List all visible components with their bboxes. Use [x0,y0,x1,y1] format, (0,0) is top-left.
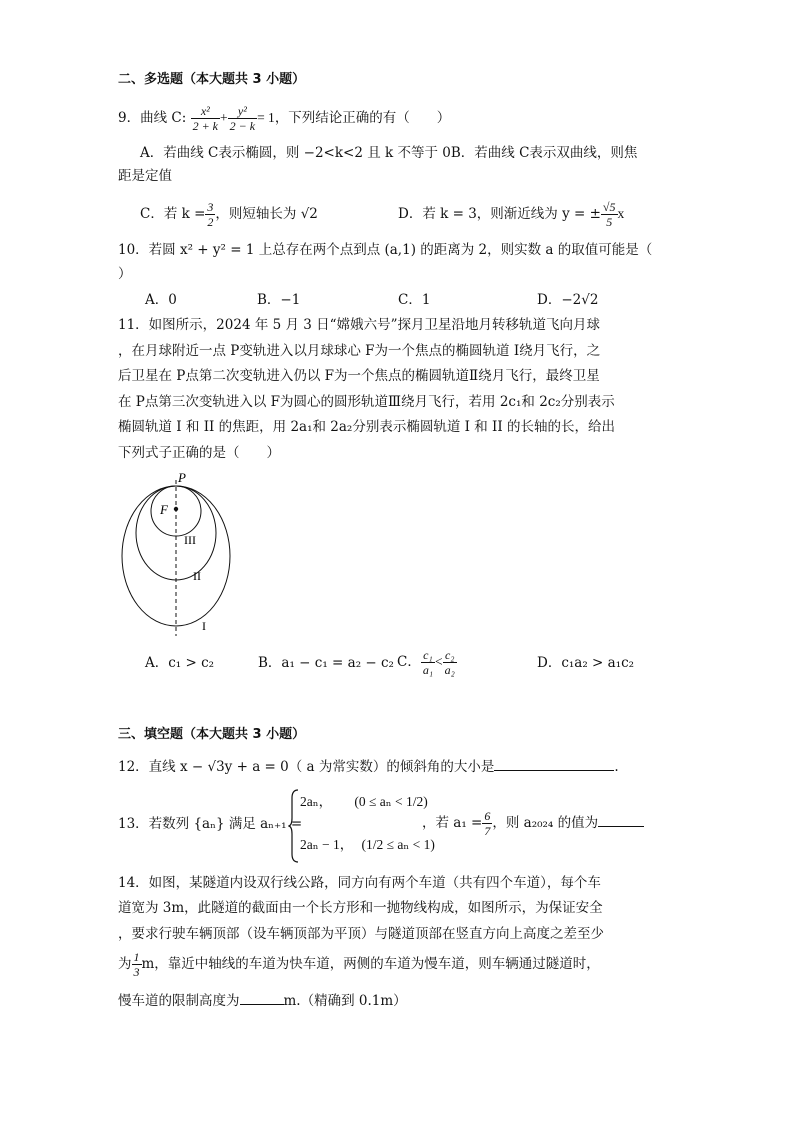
q13-case2-cond: (1/2 ≤ aₙ < 1) [361,837,435,852]
q11-option-a: A．c₁ > c₂ [145,655,215,671]
q11-option-c [397,648,457,677]
label-f: F [160,502,168,517]
q11-c-den2: a₂ [444,663,455,677]
question-11-line-1: 11．如图所示，2024 年 5 月 3 日“嫦娥六号”探月卫星沿地月转移轨道飞向月球 [118,317,600,333]
q9-c-den: 2 [207,215,214,229]
question-11-line-3: 后卫星在 P点第二次变轨进入仍以 F为一个焦点的椭圆轨道Ⅱ绕月飞行，最终卫星 [118,368,600,384]
q9-number: 9． [118,110,141,126]
q11-option-d: D．c₁a₂ > a₁c₂ [537,655,635,671]
q14-den: 3 [133,965,140,979]
q10-option-d: D．−2√2 [537,292,599,308]
question-11-line-5: 椭圆轨道 I 和 II 的焦距，用 2a₁和 2a₂分别表示椭圆轨道 I 和 II 的长轴的长，给出 [118,419,616,435]
q13-lead: 13．若数列 {aₙ} 满足 aₙ₊₁ = [118,816,303,832]
q9-option-c [140,200,318,229]
q9-frac1-den: 2 + k [192,119,218,133]
q9-c-frac [205,200,215,229]
question-12 [118,758,619,775]
question-11-line-4: 在 P点第三次变轨进入以 F为圆心的圆形轨道Ⅲ绕月飞行，若用 2c₁和 2c₂分别表示 [118,394,615,410]
q14-frac [132,950,142,979]
q9-plus: + [220,110,228,125]
q11-c-num2: c₂ [443,648,457,663]
q13-answer-blank[interactable] [598,814,644,827]
q12-end: . [614,759,619,775]
label-i: I [202,619,206,633]
q14-l5a: 慢车道的限制高度为 [118,993,240,1009]
question-10-line-1: 10．若圆 x² + y² = 1 上总存在两个点到点 (a,1) 的距离为 2，则实数 a 的取值可能是（ [118,242,653,258]
q13-num: 6 [484,809,491,823]
q13-c: ，则 a₂₀₂₄ 的值为 [492,815,599,831]
q12-text: 12．直线 x − √3y + a = 0（ a 为常实数）的倾斜角的大小是 [118,759,495,775]
q13-case1-expr: 2aₙ， [300,794,333,809]
question-10-line-2: ） [118,266,132,282]
q11-c-frac2 [443,648,457,677]
question-14-line-3: ，要求行驶车辆顶部（设车辆顶部为平顶）与隧道顶部在竖直方向上高度之差至少 [118,926,604,942]
q9-option-d [398,200,624,229]
q9-d-frac [601,200,618,229]
label-p: P [178,470,186,485]
question-11-line-2: ，在月球附近一点 P变轨进入以月球球心 F为一个焦点的椭圆轨道 I绕月飞行，之 [118,343,601,359]
q10-option-c: C．1 [398,292,431,308]
q12-answer-blank[interactable] [494,758,614,771]
q11-option-b: B．a₁ − c₁ = a₂ − c₂ [258,655,394,671]
q11-c-frac1 [421,648,435,677]
q13-b: ，若 a₁ = [422,815,483,831]
q9-eq-tail: = 1 [257,110,275,125]
q14-l4a: 为 [118,956,132,972]
q11-c-den1: a₁ [422,663,434,677]
q9-c-b: ，则短轴长为 √2 [215,206,318,222]
q10-option-a: A．0 [145,292,177,308]
q13-den: 7 [484,824,491,838]
q11-c-num1: c₁ [421,648,435,663]
q9-frac1-num: x² [191,104,220,119]
q9-d-b: x [617,206,625,221]
q11-c-a: C． [397,654,421,670]
q9-frac-2 [228,104,257,133]
focus-point [174,507,178,511]
section-title-fill-in: 三、填空题（本大题共 3 小题） [118,727,306,742]
q9-frac2-num: y² [228,104,257,119]
q9-option-b-cont: 距是定值 [118,168,172,184]
question-14-line-4 [118,950,600,979]
q9-frac-1 [191,104,220,133]
question-9-stem [118,104,450,133]
q13-brace [288,788,300,864]
q13-tail [422,809,644,838]
orbit-diagram [118,470,248,640]
q9-frac2-den: 2 − k [229,119,256,133]
q9-d-num: √5 [602,200,616,214]
q9-d-den: 5 [606,215,613,229]
q13-case-1 [300,795,428,810]
question-14-line-2: 道宽为 3m，此隧道的截面由一个长方形和一抛物线构成，如图所示，为保证安全 [118,900,603,916]
q9-c-num: 3 [207,200,214,214]
q14-l4b: m，靠近中轴线的车道为快车道，两侧的车道为慢车道，则车辆通过隧道时， [141,956,600,972]
q14-answer-blank[interactable] [240,992,284,1005]
q9-c-a: C．若 k = [140,206,206,222]
question-14-line-1: 14．如图，某隧道内设双行线公路，同方向有两个车道（共有四个车道），每个车 [118,875,601,891]
question-14-line-5 [118,992,407,1009]
q9-d-a: D．若 k = 3，则渐近线为 y = ± [398,206,601,222]
q11-c-lt: < [435,654,443,669]
q10-option-b: B．−1 [257,292,301,308]
q9-stem-b: ，下列结论正确的有（ ） [274,110,451,126]
label-iii: III [184,533,196,547]
section-title-multiple-choice: 二、多选题（本大题共 3 小题） [118,72,306,87]
q9-option-a-b: A．若曲线 C表示椭圆，则 −2<k<2 且 k 不等于 0B．若曲线 C表示双曲线，则焦 [140,145,638,161]
q13-case-2 [300,838,435,853]
q14-l5b: m.（精确到 0.1m） [283,993,407,1009]
q9-stem-a: 曲线 C: [140,110,187,126]
q13-case2-expr: 2aₙ − 1， [300,837,354,852]
q13-case1-cond: (0 ≤ aₙ < 1/2) [354,794,428,809]
q14-num: 1 [133,950,140,964]
q13-frac [482,809,492,838]
label-ii: II [193,569,201,583]
question-11-line-6: 下列式子正确的是（ ） [118,445,280,461]
